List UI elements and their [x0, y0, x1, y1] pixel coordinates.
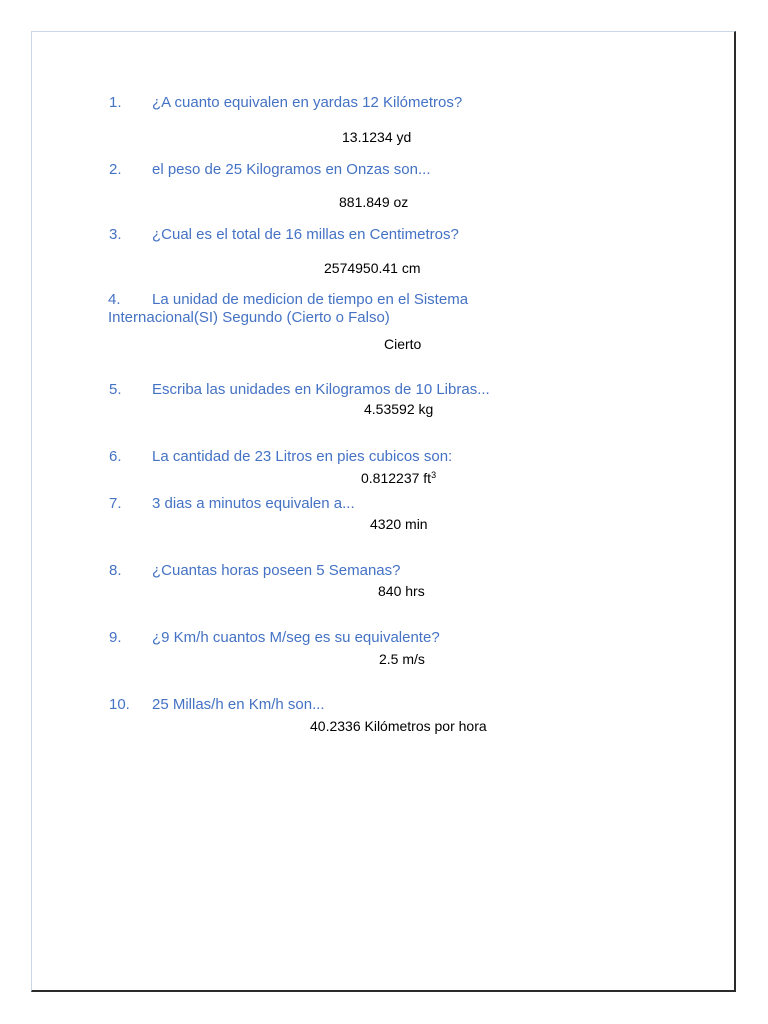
answer-5: 4.53592 kg [364, 401, 434, 417]
question-2 [109, 161, 431, 179]
question-text: ¿Cual es el total de 16 millas en Centimetros? [152, 226, 459, 243]
question-text: 25 Millas/h en Km/h son... [152, 696, 325, 713]
answer-superscript: 3 [431, 470, 437, 480]
answer-3: 2574950.41 cm [324, 260, 421, 276]
question-number: 6. [109, 448, 122, 465]
answer-value: 0.812237 ft [361, 470, 432, 486]
question-number: 5. [109, 381, 122, 398]
answer-2: 881.849 oz [339, 194, 409, 210]
question-text: ¿Cuantas horas poseen 5 Semanas? [152, 562, 401, 579]
question-text: ¿A cuanto equivalen en yardas 12 Kilómetros? [152, 94, 463, 111]
question-number: 4. [108, 291, 121, 308]
answer-6 [361, 470, 436, 487]
question-8 [109, 562, 401, 580]
answer-10: 40.2336 Kilómetros por hora [310, 718, 487, 734]
question-3 [109, 226, 459, 244]
answer-9: 2.5 m/s [379, 651, 425, 667]
question-text: La cantidad de 23 Litros en pies cubicos son: [152, 448, 453, 465]
question-7 [109, 495, 355, 513]
document-page [31, 31, 736, 992]
answer-4: Cierto [384, 336, 422, 352]
question-number: 7. [109, 495, 122, 512]
question-4 [108, 291, 568, 327]
answer-7: 4320 min [370, 516, 428, 532]
question-1 [109, 94, 462, 112]
question-9 [109, 629, 440, 647]
answer-8: 840 hrs [378, 583, 425, 599]
question-text: ¿9 Km/h cuantos M/seg es su equivalente? [152, 629, 440, 646]
question-number: 2. [109, 161, 122, 178]
question-6 [109, 448, 452, 466]
question-number: 1. [109, 94, 122, 111]
question-text: 3 dias a minutos equivalen a... [152, 495, 355, 512]
question-number: 8. [109, 562, 122, 579]
question-number: 10. [109, 696, 130, 713]
question-text: el peso de 25 Kilogramos en Onzas son... [152, 161, 431, 178]
question-number: 9. [109, 629, 122, 646]
answer-1: 13.1234 yd [342, 129, 412, 145]
question-text: La unidad de medicion de tiempo en el Sistema Internacional(SI) Segundo (Cierto o Falso) [108, 291, 469, 326]
question-10 [109, 696, 325, 714]
question-number: 3. [109, 226, 122, 243]
question-5 [109, 381, 490, 399]
question-text: Escriba las unidades en Kilogramos de 10 Libras... [152, 381, 490, 398]
